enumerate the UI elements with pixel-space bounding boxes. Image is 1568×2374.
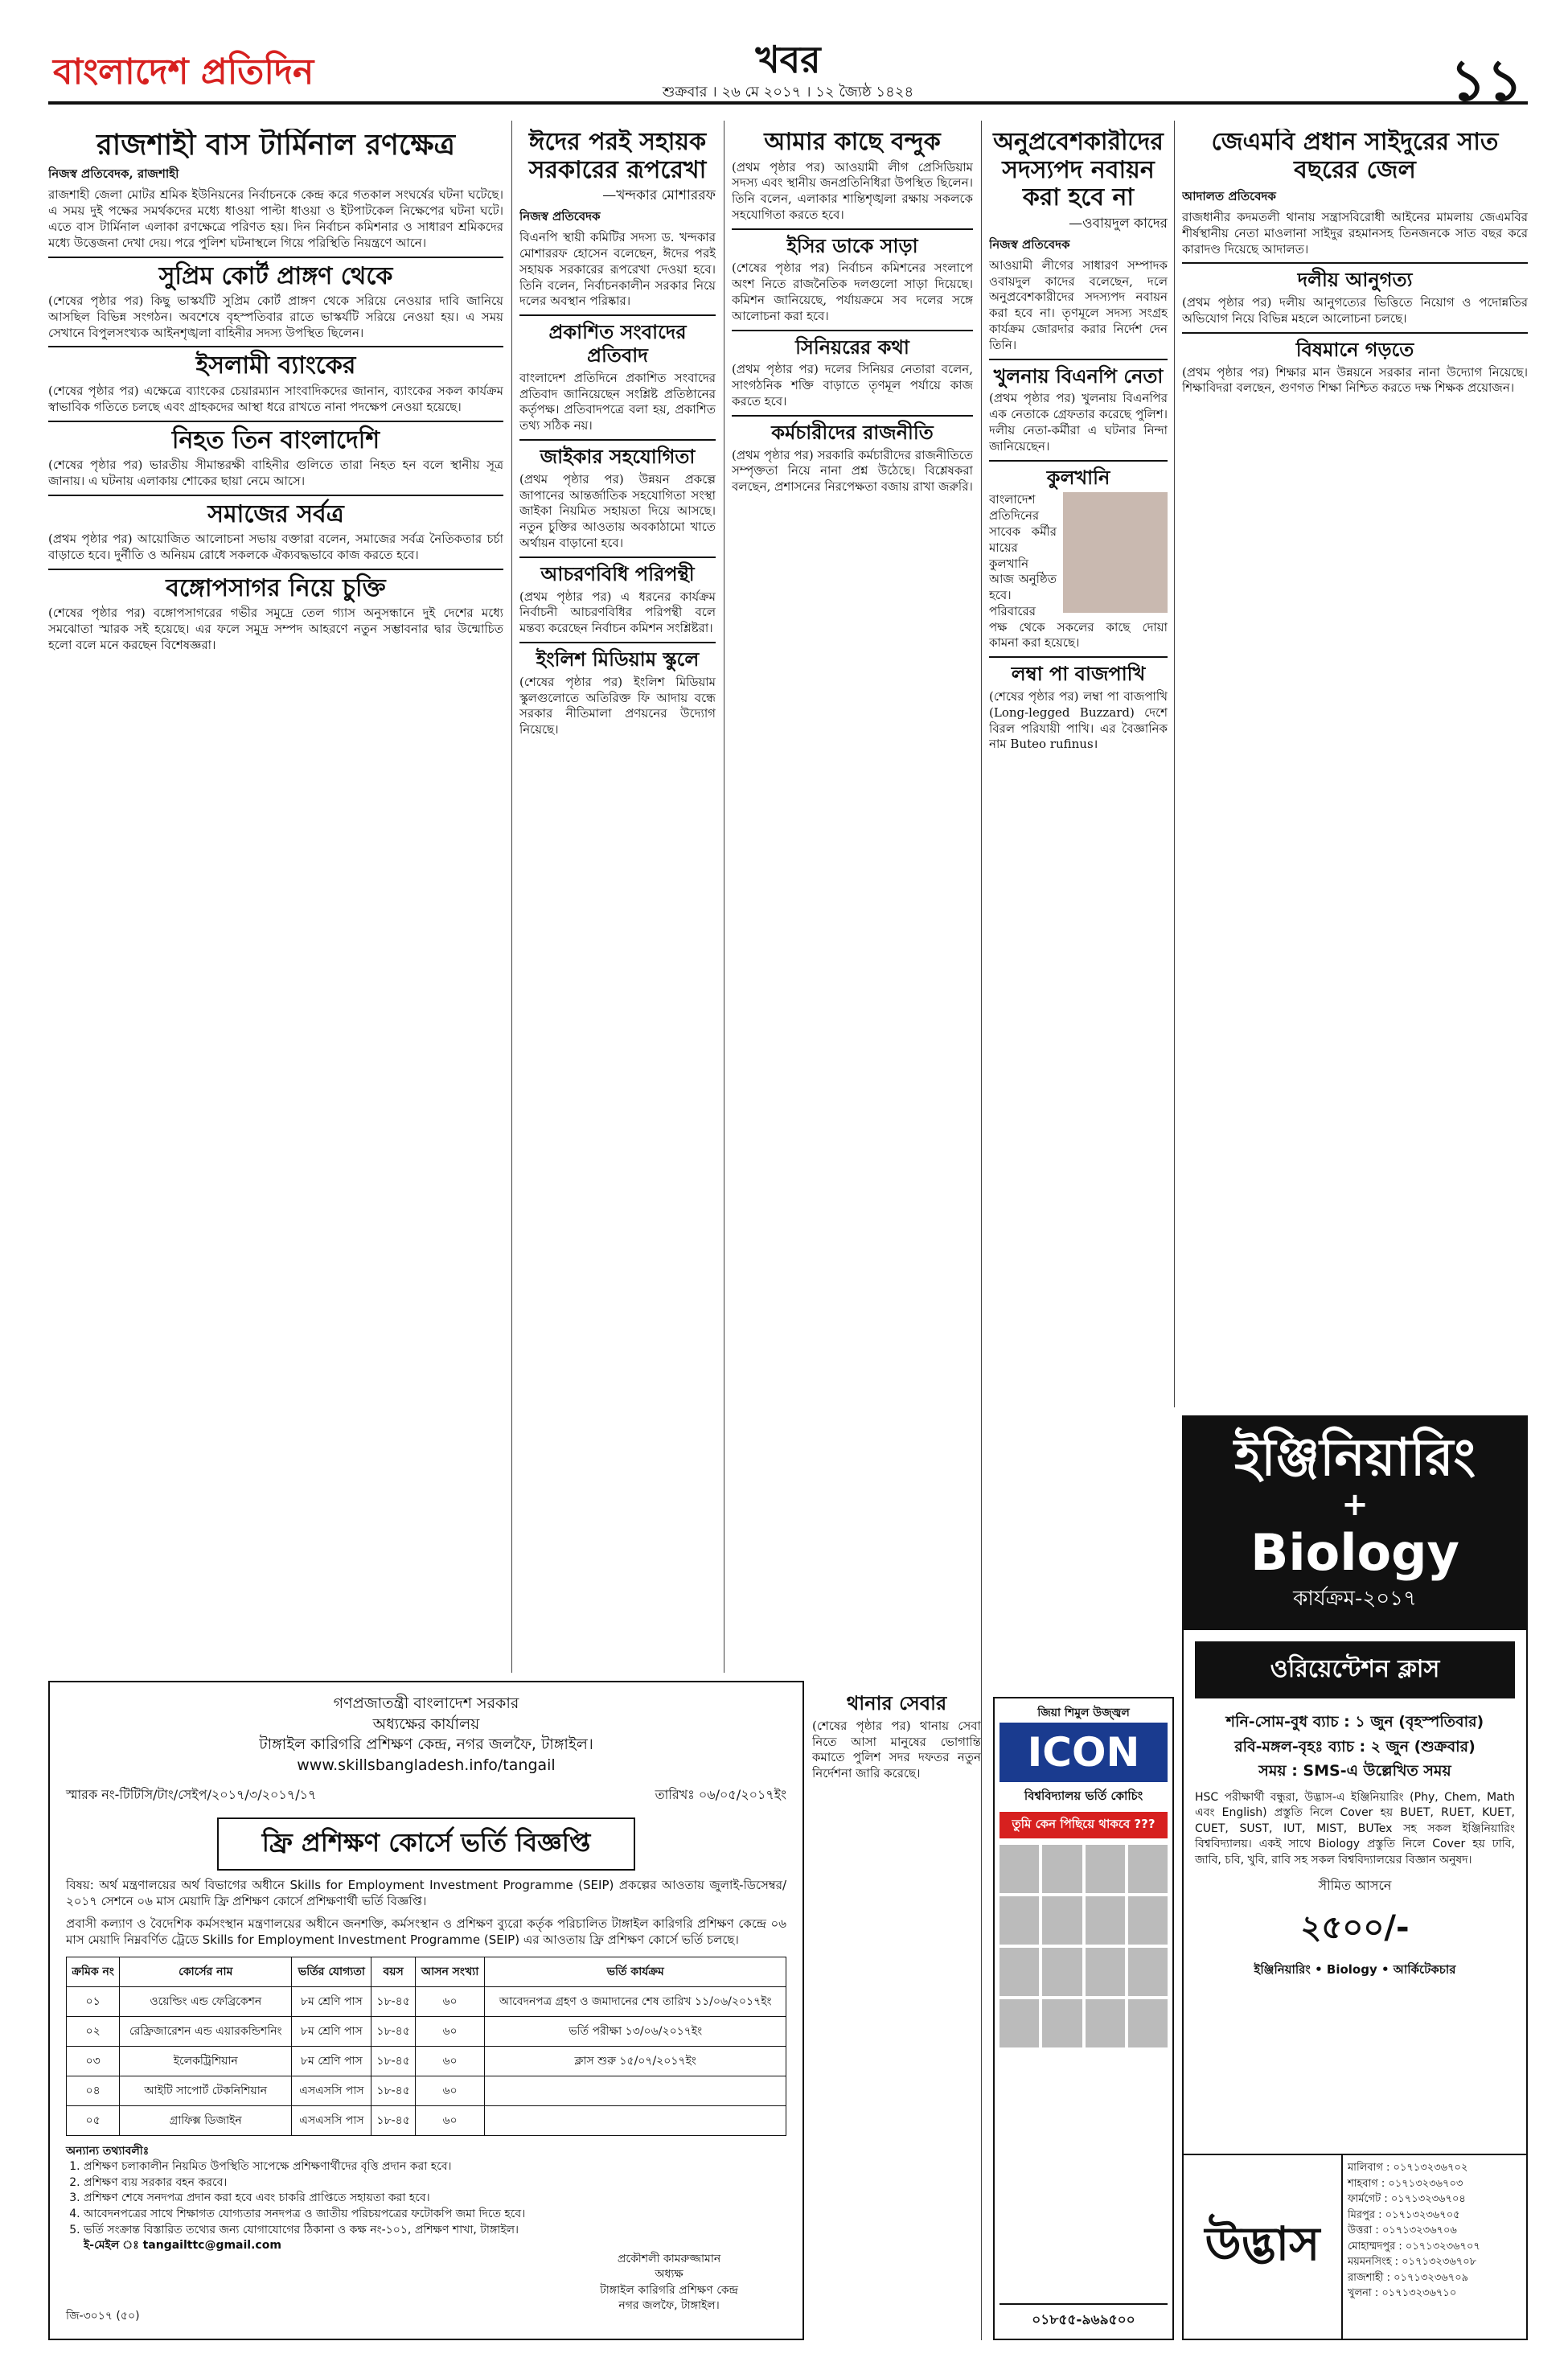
list-item: 3. প্রশিক্ষণ শেষে সনদপত্র প্রদান করা হবে এবং চাকরি প্রাপ্তিতে সহায়তা করা হবে।: [84, 2191, 786, 2207]
ad-biology: Biology: [1250, 1523, 1459, 1583]
table-row: [67, 1986, 786, 2016]
list-item: রাজশাহী : ০১৭১৩২৩৬৭০৯: [1347, 2271, 1469, 2284]
headline-doliyo: দলীয় আনুগত্য: [1297, 268, 1413, 292]
list-item: 2. প্রশিক্ষণ ব্যয় সরকার বহন করবে।: [84, 2175, 786, 2191]
table-row: [67, 2046, 786, 2076]
column-divider: [981, 121, 982, 2340]
column-3: [732, 129, 973, 1673]
page-number: ১১: [1450, 47, 1523, 113]
govt-line: টাঙ্গাইল কারিগরি প্রশিক্ষণ কেন্দ্র, নগর জলফৈ, টাঙ্গাইল।: [259, 1735, 593, 1754]
byline: নিজস্ব প্রতিবেদক: [519, 209, 601, 224]
table-cell: ০২: [67, 2016, 120, 2046]
ad-price: ২৫০০/-: [1300, 1908, 1410, 1946]
table-cell: রেফ্রিজারেশন এন্ড এয়ারকন্ডিশনিং: [120, 2016, 292, 2046]
article-body: (প্রথম পৃষ্ঠার পর) এ ধরনের কার্যক্রম নির্বাচনী আচরণবিধির পরিপন্থী বলে মন্তব্য করেছেন নির্বাচন কমিশন সংশ্লিষ্টরা।: [519, 589, 716, 636]
govt-ad-title: ফ্রি প্রশিক্ষণ কোর্সে ভর্তি বিজ্ঞপ্তি: [217, 1817, 635, 1871]
article-body: বিএনপি স্থায়ী কমিটির সদস্য ড. খন্দকার মোশাররফ হোসেন বলেছেন, ঈদের পরই সহায়ক সরকারের রূপরেখা দেওয়া হবে। তিনি বলেন, নির্বাচনকালীন সরকার নিয়ে দলের অবস্থান পরিষ্কার।: [519, 230, 716, 309]
govt-date: তারিখঃ ০৬/০৫/২০১৭ইং: [655, 1786, 786, 1802]
govt-url[interactable]: www.skillsbangladesh.info/tangail: [297, 1756, 556, 1774]
article-body: (প্রথম পৃষ্ঠার পর) আয়োজিত আলোচনা সভায় বক্তারা বলেন, সমাজের সর্বত্র নৈতিকতার চর্চা বাড়াতে হবে। দুর্নীতি ও অনিয়ম রোধে সকলকে ঐক্যবদ্ধভাবে কাজ করতে হবে।: [48, 532, 503, 562]
table-header: ক্রমিক নং: [67, 1957, 120, 1986]
table-cell: ০৫: [67, 2105, 120, 2135]
headline-islami-bank: ইসলামী ব্যাংকের: [195, 351, 356, 380]
course-table: [66, 1957, 786, 2136]
table-cell: [485, 2105, 786, 2135]
table-cell: [485, 2076, 786, 2105]
headline-english: ইংলিশ মিডিয়াম স্কুলে: [536, 647, 700, 671]
headline-isis: ইসির ডাকে সাড়া: [786, 233, 918, 257]
table-cell: এসএসসি পাস: [292, 2105, 371, 2135]
govt-notes: [66, 2144, 786, 2254]
headline-rajshahi: রাজশাহী বাস টার্মিনাল রণক্ষেত্র: [96, 129, 455, 162]
portrait-photo: [1063, 492, 1168, 613]
table-cell: ১৮-৪৫: [371, 2016, 415, 2046]
table-cell: ৬০: [415, 2076, 485, 2105]
table-header: কোর্সের নাম: [120, 1957, 292, 1986]
headline-supreme-court: সুপ্রিম কোর্ট প্রাঙ্গণ থেকে: [158, 261, 393, 290]
ad-top-line: জিয়া শিমুল উজ্জ্বল: [1037, 1707, 1130, 1719]
ad-subtitle: বিশ্ববিদ্যালয় ভর্তি কোচিং: [1024, 1789, 1143, 1803]
article-body: (শেষের পৃষ্ঠার পর) এক্ষেত্রে ব্যাংকের চেয়ারম্যান সাংবাদিকদের জানান, ব্যাংকের সকল কার্যক্রম স্বাভাবিক গতিতে চলছে এবং গ্রাহকদের আস্থা ধরে রাখতে নানা পদক্ষেপ নেওয়া হয়েছে।: [48, 383, 503, 414]
govt-training-ad: [48, 1681, 804, 2340]
table-cell: ভর্তি পরীক্ষা ১৩/০৬/২০১৭ইং: [485, 2016, 786, 2046]
headline-thana: থানার সেবার: [846, 1691, 947, 1715]
table-cell: ৬০: [415, 1986, 485, 2016]
ad-plus: +: [1341, 1486, 1369, 1524]
govt-intro: প্রবাসী কল্যাণ ও বৈদেশিক কর্মসংস্থান মন্ত্রণালয়ের অধীনে জনশক্তি, কর্মসংস্থান ও প্রশিক্ষণ ব্যুরো কর্তৃক পরিচালিত টাঙ্গাইল কারিগরি প্রশিক্ষণ কেন্দ্রে ০৬ মাস মেয়াদি নিম্নবর্ণিত ট্রেডে Skills for Employment Investment Programme (SEIP) এর আওতায় ফ্রি প্রশিক্ষণ কোর্সে ভর্তি চলছে।: [66, 1916, 786, 1948]
article-body: (প্রথম পৃষ্ঠার পর) দলের সিনিয়র নেতারা বলেন, সাংগঠনিক শক্তি বাড়াতে তৃণমূল পর্যায়ে কাজ করতে হবে।: [732, 362, 973, 409]
table-cell: ৮ম শ্রেণি পাস: [292, 2046, 371, 2076]
signatory-org: টাঙ্গাইল কারিগরি প্রশিক্ষণ কেন্দ্র: [600, 2283, 738, 2297]
list-item: মালিবাগ : ০১৭১৩২৩৬৭০২: [1347, 2162, 1468, 2174]
headline-jmb: জেএমবি প্রধান সাইদুরের সাত বছরের জেল: [1211, 129, 1499, 184]
list-item: মিরপুর : ০১৭১৩২৩৬৭০৫: [1347, 2208, 1460, 2221]
table-cell: ০৩: [67, 2046, 120, 2076]
student-photos: [999, 1845, 1168, 2047]
ad-code: জি-৩০১৭ (৫০): [66, 2310, 140, 2323]
article-body: (শেষের পৃষ্ঠার পর) থানায় সেবা নিতে আসা মানুষের ভোগান্তি কমাতে পুলিশ সদর দফতর নতুন নির্দেশনা জারি করেছে।: [812, 1718, 981, 1781]
branch-section: [1184, 2154, 1526, 2339]
headline-senior: সিনিয়রের কথা: [795, 335, 909, 359]
ad-description: HSC পরীক্ষার্থী বন্ধুরা, উদ্ভাস-এ ইঞ্জিনিয়ারিং (Phy, Chem, Math এবং English) প্রস্তুতি নিলে Cover হয় BUET, RUET, KUET, CUET, SUST, IUT, MIST, BUTex সহ সকল ইঞ্জিনিয়ারিং বিশ্ববিদ্যালয়। একই সাথে Biology প্রস্তুতি নিলে Cover হয় ঢাবি, জাবি, চবি, খুবি, রাবি সহ সকল বিশ্ববিদ্যালয়ের বিজ্ঞান অনুষদ।: [1195, 1790, 1515, 1867]
article-body: বাংলাদেশ প্রতিদিনের সাবেক কর্মীর মায়ের কুলখানি আজ অনুষ্ঠিত হবে। পরিবারের পক্ষ থেকে সকলের কাছে দোয়া কামনা করা হয়েছে।: [989, 492, 1168, 651]
table-cell: গ্রাফিক্স ডিজাইন: [120, 2105, 292, 2135]
article-body: রাজশাহী জেলা মোটর শ্রমিক ইউনিয়নের নির্বাচনকে কেন্দ্র করে গতকাল সংঘর্ষের ঘটনা ঘটেছে। এ সময় দুই পক্ষের সমর্থকদের মধ্যে ধাওয়া পাল্টা ধাওয়া ও ইটপাটকেল নিক্ষেপের ঘটনা ঘটে। এতে বাস টার্মিনাল এলাকা রণক্ষেত্রে পরিণত হয়। দিন নির্বাচন কমিশনার ও সাধারণ শ্রমিকদের মধ্যে উত্তেজনা দেখা দেয়। পরে পুলিশ ঘটনাস্থলে গিয়ে পরিস্থিতি নিয়ন্ত্রণে আনে।: [48, 187, 503, 250]
table-cell: ৮ম শ্রেণি পাস: [292, 2016, 371, 2046]
list-item: 1. প্রশিক্ষণ চলাকালীন নিয়মিত উপস্থিতি সাপেক্ষে প্রশিক্ষণার্থীদের বৃত্তি প্রদান করা হবে।: [84, 2159, 786, 2175]
table-row: [67, 2105, 786, 2135]
price-note: সীমিত আসনে: [1318, 1877, 1392, 1893]
headline-amar: আমার কাছে বন্দুক: [764, 129, 941, 156]
article-body: (শেষের পৃষ্ঠার পর) বঙ্গোপসাগরের গভীর সমুদ্রে তেল গ্যাস অনুসন্ধানে দুই দেশের মধ্যে সমঝোতা স্মারক সই হয়েছে। এর ফলে সমুদ্র সম্পদ আহরণে নতুন সম্ভাবনার দ্বার উন্মোচিত হলো বলে মনে করছেন বিশেষজ্ঞরা।: [48, 606, 503, 652]
byline: নিজস্ব প্রতিবেদক, রাজশাহী: [48, 166, 179, 182]
table-cell: ০১: [67, 1986, 120, 2016]
signatory-title: অধ্যক্ষ: [655, 2268, 683, 2282]
batch-time: সময় : SMS-এ উল্লেখিত সময়: [1258, 1762, 1451, 1780]
column-2: [519, 129, 716, 1673]
list-item: 5. ভর্তি সংক্রান্ত বিস্তারিত তথ্যের জন্য যোগাযোগের ঠিকানা ও কক্ষ নং-১০১, প্রশিক্ষণ শাখা, টাঙ্গাইল।: [84, 2223, 786, 2239]
govt-ref-number: স্মারক নং-টিটিসি/টাং/সেইপ/২০১৭/৩/২০১৭/১৭: [66, 1786, 317, 1802]
headline-onuprobesh: অনুপ্রবেশকারীদের সদস্যপদ নবায়ন করা হবে না: [993, 129, 1164, 212]
batch-1: শনি-সোম-বুধ ব্যাচ : ১ জুন (বৃহস্পতিবার): [1225, 1713, 1484, 1731]
article-body: (প্রথম পৃষ্ঠার পর) দলীয় আনুগত্যের ভিত্তিতে নিয়োগ ও পদোন্নতির অভিযোগ নিয়ে বিভিন্ন মহলে আলোচনা চলছে।: [1182, 295, 1528, 326]
icon-coaching-ad: [993, 1697, 1174, 2340]
headline-nihoto: নিহত তিন বাংলাদেশি: [171, 425, 380, 454]
ad-tagline: তুমি কেন পিছিয়ে থাকবে ???: [999, 1812, 1168, 1838]
table-cell: ওয়েল্ডিং এন্ড ফেব্রিকেশন: [120, 1986, 292, 2016]
table-header: ভর্তি কার্যক্রম: [485, 1957, 786, 1986]
list-item: খুলনা : ০১৭১৩২৩৬৭১০: [1347, 2287, 1457, 2299]
article-body: (শেষের পৃষ্ঠার পর) নির্বাচন কমিশনের সংলাপে অংশ নিতে রাজনৈতিক দলগুলো সাড়া দিয়েছে। কমিশন জানিয়েছে, পর্যায়ক্রমে সব দলের সঙ্গে আলোচনা করা হবে।: [732, 261, 973, 323]
table-cell: ৬০: [415, 2105, 485, 2135]
table-cell: ১৮-৪৫: [371, 2046, 415, 2076]
article-body: (প্রথম পৃষ্ঠার পর) আওয়ামী লীগ প্রেসিডিয়াম সদস্য এবং স্থানীয় জনপ্রতিনিধিরা উপস্থিত ছিলেন। তিনি বলেন, এলাকার শান্তিশৃঙ্খলা রক্ষায় সকলকে সহযোগিতা করতে হবে।: [732, 159, 973, 222]
article-body: রাজধানীর কদমতলী থানায় সন্ত্রাসবিরোধী আইনের মামলায় জেএমবির শীর্ষস্থানীয় নেতা মাওলানা সাইদুর রহমানসহ তিনজনকে সাত বছর করে কারাদণ্ড দিয়েছে আদালত।: [1182, 210, 1528, 257]
article-body: (শেষের পৃষ্ঠার পর) কিছু ভাস্কর্যটি সুপ্রিম কোর্ট প্রাঙ্গণ থেকে সরিয়ে নেওয়ার দাবি জানিয়ে আসছিল বিভিন্ন সংগঠন। অবশেষে বৃহস্পতিবার রাতে ভাস্কর্যটি সরিয়ে নেওয়া হয়। এ সময় সেখানে বিপুলসংখ্যক আইনশৃঙ্খলা বাহিনীর সদস্য উপস্থিত ছিলেন।: [48, 294, 503, 340]
icon-logo: ICON: [999, 1723, 1168, 1782]
table-header: ভর্তির যোগ্যতা: [292, 1957, 371, 1986]
govt-line: অধ্যক্ষের কার্যালয়: [372, 1715, 480, 1733]
table-cell: ৬০: [415, 2016, 485, 2046]
branch-list: [1341, 2155, 1526, 2339]
list-item: উত্তরা : ০১৭১৩২৩৬৭০৬: [1347, 2224, 1457, 2236]
article-body: বাংলাদেশ প্রতিদিনে প্রকাশিত সংবাদের প্রতিবাদ জানিয়েছেন সংশ্লিষ্ট প্রতিষ্ঠানের কর্তৃপক্ষ। প্রতিবাদপত্রে বলা হয়, প্রকাশিত তথ্য সঠিক নয়।: [519, 370, 716, 433]
headline-protibad: প্রকাশিত সংবাদের প্রতিবাদ: [548, 320, 687, 368]
table-cell: ৬০: [415, 2046, 485, 2076]
list-item: মোহাম্মদপুর : ০১৭১৩২৩৬৭০৭: [1347, 2240, 1480, 2253]
udvash-ad: [1182, 1415, 1528, 2340]
column-5: [1182, 129, 1528, 1407]
list-item: ফার্মগেট : ০১৭১৩২৩৬৭০৪: [1347, 2193, 1466, 2205]
headline-bongopo: বঙ্গোপসাগর নিয়ে চুক্তি: [166, 573, 386, 602]
ad-phone: ০১৮৫৫-৯৬৯৫০০: [999, 2303, 1168, 2332]
table-cell: ক্লাস শুরু ১৫/০৭/২০১৭ইং: [485, 2046, 786, 2076]
column-4: [989, 129, 1168, 1689]
column-divider: [1174, 121, 1175, 1407]
ad-program: কার্যক্রম-২০১৭: [1293, 1587, 1417, 1612]
byline: আদালত প্রতিবেদক: [1182, 189, 1276, 203]
list-item: 4. আবেদনপত্রের সাথে শিক্ষাগত যোগ্যতার সনদপত্র ও জাতীয় পরিচয়পত্রের ফটোকপি জমা দিতে হবে।: [84, 2207, 786, 2223]
list-item: ময়মনসিংহ : ০১৭১৩২৩৬৭০৮: [1347, 2256, 1477, 2268]
email-link[interactable]: ই-মেইল ঃ tangailttc@gmail.com: [84, 2239, 281, 2253]
table-cell: আবেদনপত্র গ্রহণ ও জমাদানের শেষ তারিখ ১১/০৬/২০১৭ইং: [485, 1986, 786, 2016]
column-thana: [812, 1689, 981, 2340]
article-body: (শেষের পৃষ্ঠার পর) ভারতীয় সীমান্তরক্ষী বাহিনীর গুলিতে তারা নিহত হন বলে স্থানীয় সূত্র জানায়। এ ঘটনায় এলাকায় শোকের ছায়া নেমে আসে।: [48, 458, 503, 488]
dateline: শুক্রবার । ২৬ মে ২০১৭ । ১২ জ্যৈষ্ঠ ১৪২৪: [662, 84, 914, 101]
headline-jaica: জাইকার সহযোগিতা: [540, 445, 696, 469]
article-body: (প্রথম পৃষ্ঠার পর) উন্নয়ন প্রকল্পে জাপানের আন্তর্জাতিক সহযোগিতা সংস্থা জাইকা নিয়মিত সহায়তা দিয়ে আসছে। নতুন চুক্তির আওতায় অবকাঠামো খাতে অর্থায়ন বাড়ানো হবে।: [519, 471, 716, 550]
headline-shomajer: সমাজের সর্বত্র: [207, 499, 344, 528]
table-cell: এসএসসি পাস: [292, 2076, 371, 2105]
table-cell: ১৮-৪৫: [371, 2105, 415, 2135]
headline-eid: ঈদের পরই সহায়ক সরকারের রূপরেখা: [528, 129, 707, 184]
table-cell: ০৪: [67, 2076, 120, 2105]
govt-subject: বিষয়: অর্থ মন্ত্রণালয়ের অর্থ বিভাগের অধীনে Skills for Employment Investment Programme (SEIP) প্রকল্পের আওতায় জুলাই-ডিসেম্বর/২০১৭ সেশনে ০৬ মাস মেয়াদি ফ্রি প্রশিক্ষণ কোর্সে প্রশিক্ষণার্থী ভর্তি বিজ্ঞপ্তি।: [66, 1877, 786, 1908]
table-cell: ১৮-৪৫: [371, 2076, 415, 2105]
headline-bishomane: বিষমানে গড়তে: [1295, 337, 1414, 361]
byline: নিজস্ব প্রতিবেদক: [989, 236, 1070, 252]
udvash-logo: উদ্ভাস: [1205, 2216, 1320, 2271]
table-row: [67, 2016, 786, 2046]
signature-block: [600, 2252, 738, 2314]
govt-line: গণপ্রজাতন্ত্রী বাংলাদেশ সরকার: [333, 1694, 519, 1712]
signatory-name: প্রকৌশলী কামরুজ্জামান: [617, 2252, 721, 2265]
table-cell: ১৮-৪৫: [371, 1986, 415, 2016]
masthead: [48, 32, 1528, 113]
headline-khulna: খুলনায় বিএনপি নেতা: [993, 363, 1164, 388]
table-cell: আইটি সাপোর্ট টেকনিশিয়ান: [120, 2076, 292, 2105]
table-row: [67, 2076, 786, 2105]
table-cell: ইলেকট্রিশিয়ান: [120, 2046, 292, 2076]
article-body: (প্রথম পৃষ্ঠার পর) খুলনায় বিএনপির এক নেতাকে গ্রেফতার করেছে পুলিশ। দলীয় নেতা-কর্মীরা এ ঘটনার নিন্দা জানিয়েছেন।: [989, 391, 1168, 454]
notes-title: অন্যান্য তথ্যাবলীঃ: [66, 2144, 150, 2158]
subhead: —খন্দকার মোশাররফ: [602, 187, 716, 203]
headline-bajpakhi: লম্বা পা বাজপাখি: [1011, 662, 1146, 686]
brand-logo: বাংলাদেশ প্রতিদিন: [53, 51, 314, 92]
table-cell: ৮ম শ্রেণি পাস: [292, 1986, 371, 2016]
ad-title: ইঞ্জিনিয়ারিং: [1233, 1428, 1476, 1488]
article-body: (শেষের পৃষ্ঠার পর) লম্বা পা বাজপাখি (Long-legged Buzzard) দেশে বিরল পরিযায়ী পাখি। এর বৈজ্ঞানিক নাম Buteo rufinus।: [989, 689, 1168, 752]
headline-kormochari: কর্মচারীদের রাজনীতি: [771, 420, 934, 444]
orientation-label: ওরিয়েন্টেশন ক্লাস: [1195, 1641, 1515, 1698]
section-title: খবর: [755, 38, 821, 81]
subhead: —ওবায়দুল কাদের: [1069, 215, 1168, 232]
table-header: আসন সংখ্যা: [415, 1957, 485, 1986]
list-item: শাহবাগ : ০১৭১৩২৩৬৭০৩: [1347, 2177, 1463, 2190]
article-body: (শেষের পৃষ্ঠার পর) ইংলিশ মিডিয়াম স্কুলগুলোতে অতিরিক্ত ফি আদায় বন্ধে সরকার নীতিমালা প্রণয়নের উদ্যোগ নিয়েছে।: [519, 674, 716, 737]
article-body: (প্রথম পৃষ্ঠার পর) সরকারি কর্মচারীদের রাজনীতিতে সম্পৃক্ততা নিয়ে নানা প্রশ্ন উঠেছে। বিশ্লেষকরা বলছেন, প্রশাসনের নিরপেক্ষতা বজায় রাখা জরুরি।: [732, 447, 973, 495]
batch-2: রবি-মঙ্গল-বৃহঃ ব্যাচ : ২ জুন (শুক্রবার): [1234, 1737, 1476, 1756]
headline-achoron: আচরণবিধি পরিপন্থী: [540, 561, 695, 585]
column-divider: [511, 121, 512, 1673]
signatory-address: নগর জলফৈ, টাঙ্গাইল।: [618, 2299, 720, 2313]
ad-tags: ইঞ্জিনিয়ারিং • Biology • আর্কিটেকচার: [1254, 1961, 1456, 1977]
article-body: (প্রথম পৃষ্ঠার পর) শিক্ষার মান উন্নয়নে সরকার নানা উদ্যোগ নিয়েছে। শিক্ষাবিদরা বলছেন, গুণগত শিক্ষা নিশ্চিত করতে দক্ষ শিক্ষক প্রয়োজন।: [1182, 364, 1528, 396]
table-header: বয়স: [371, 1957, 415, 1986]
headline-kulkhani: কুলখানি: [1046, 465, 1110, 489]
article-body: আওয়ামী লীগের সাধারণ সম্পাদক ওবায়দুল কাদের বলেছেন, দলে অনুপ্রবেশকারীদের সদস্যপদ নবায়ন করা হবে না। তৃণমূলে সদস্য সংগ্রহ কার্যক্রম জোরদার করার নির্দেশ দেন তিনি।: [989, 257, 1168, 352]
column-1: [48, 129, 503, 1673]
